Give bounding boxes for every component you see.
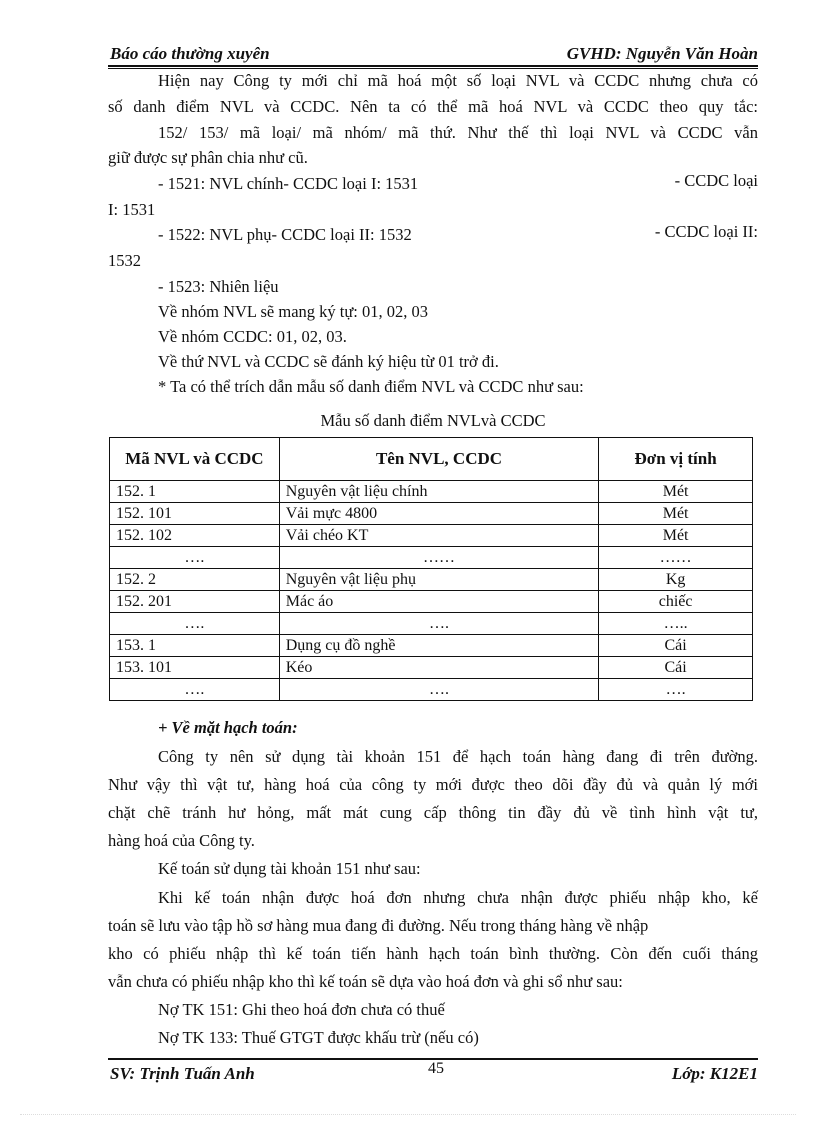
table-header-row <box>110 438 753 481</box>
table-row <box>110 503 753 525</box>
paragraph-line: kho có phiếu nhập thì kế toán tiến hành hạch toán bình thường. Còn đến cuối tháng <box>108 944 758 963</box>
paragraph-line: Về nhóm NVL sẽ mang ký tự: 01, 02, 03 <box>158 302 429 321</box>
paragraph-line: Hiện nay Công ty mới chỉ mã hoá một số loại NVL và CCDC nhưng chưa có <box>158 71 758 90</box>
table-row <box>110 679 753 701</box>
paragraph-line: giữ được sự phân chia như cũ. <box>108 148 308 167</box>
paragraph-line: vẫn chưa có phiếu nhập kho thì kế toán sẽ dựa vào hoá đơn và ghi sổ như sau: <box>108 972 623 991</box>
paragraph-line: 152/ 153/ mã loại/ mã nhóm/ mã thứ. Như thế thì loại NVL và CCDC vẫn <box>158 123 758 142</box>
table-row <box>110 569 753 591</box>
cell-unit: Mét <box>599 503 753 525</box>
cell-unit: …… <box>599 547 753 569</box>
cell-code: 152. 102 <box>110 525 280 547</box>
paragraph-line: Về nhóm CCDC: 01, 02, 03. <box>158 327 347 346</box>
cell-unit: Mét <box>599 525 753 547</box>
paragraph-line: số danh điểm NVL và CCDC. Nên ta có thể mã hoá NVL và CCDC theo quy tắc: <box>108 97 758 116</box>
cell-code: 152. 201 <box>110 591 280 613</box>
paragraph-line: toán sẽ lưu vào tập hồ sơ hàng mua đang đi đường. Nếu trong tháng hàng về nhập <box>108 916 649 935</box>
paragraph-line: Khi kế toán nhận được hoá đơn nhưng chưa nhận được phiếu nhập kho, kế <box>158 888 758 907</box>
cell-code: …. <box>110 613 280 635</box>
list-item: - 1521: NVL chính- CCDC loại I: 1531 <box>158 174 419 193</box>
header-report-title: Báo cáo thường xuyên <box>110 44 270 63</box>
accounting-entry: Nợ TK 151: Ghi theo hoá đơn chưa có thuế <box>158 1000 445 1019</box>
material-code-table <box>109 437 753 701</box>
table-row <box>110 657 753 679</box>
list-item: - 1522: NVL phụ- CCDC loại II: 1532 <box>158 225 412 244</box>
cell-name: …. <box>279 613 598 635</box>
table-row <box>110 481 753 503</box>
cell-code: …. <box>110 679 280 701</box>
column-header-unit: Đơn vị tính <box>599 438 753 481</box>
paragraph-line: * Ta có thể trích dẫn mẫu số danh điểm NVL và CCDC như sau: <box>158 377 584 396</box>
cell-code: 152. 1 <box>110 481 280 503</box>
list-item-continuation: - CCDC loại <box>674 171 758 190</box>
paragraph-line: hàng hoá của Công ty. <box>108 831 255 850</box>
paragraph-line: Kế toán sử dụng tài khoản 151 như sau: <box>158 859 421 878</box>
column-header-code: Mã NVL và CCDC <box>110 438 280 481</box>
cell-unit: Mét <box>599 481 753 503</box>
cell-code: 153. 1 <box>110 635 280 657</box>
footer-class: Lớp: K12E1 <box>671 1064 758 1083</box>
list-item: - 1523: Nhiên liệu <box>158 277 279 296</box>
cell-unit: Cái <box>599 657 753 679</box>
cell-name: Kéo <box>279 657 598 679</box>
table-caption: Mẫu số danh điểm NVLvà CCDC <box>320 411 546 430</box>
footer-student: SV: Trịnh Tuấn Anh <box>110 1064 255 1083</box>
cell-name: Dụng cụ đồ nghề <box>279 635 598 657</box>
table-row <box>110 547 753 569</box>
table-row <box>110 591 753 613</box>
accounting-entry: Nợ TK 133: Thuế GTGT được khấu trừ (nếu có) <box>158 1028 479 1047</box>
cell-unit: Kg <box>599 569 753 591</box>
header-rule-thick <box>108 65 758 67</box>
paragraph-line: Về thứ NVL và CCDC sẽ đánh ký hiệu từ 01 trở đi. <box>158 352 499 371</box>
cell-unit: …. <box>599 679 753 701</box>
section-heading: + Về mặt hạch toán: <box>158 718 298 737</box>
table-row <box>110 613 753 635</box>
cell-unit: ….. <box>599 613 753 635</box>
column-header-name: Tên NVL, CCDC <box>279 438 598 481</box>
table-row <box>110 635 753 657</box>
cell-name: Vải mực 4800 <box>279 503 598 525</box>
page-number: 45 <box>428 1060 444 1077</box>
paragraph-line: chặt chẽ tránh hư hỏng, mất mát cung cấp thông tin đầy đủ về tình hình vật tư, <box>108 803 758 822</box>
table-row <box>110 525 753 547</box>
cell-unit: chiếc <box>599 591 753 613</box>
cell-name: …. <box>279 679 598 701</box>
cell-name: Mác áo <box>279 591 598 613</box>
list-item-wrap: 1532 <box>108 251 141 270</box>
cell-code: 153. 101 <box>110 657 280 679</box>
cell-name: Vải chéo KT <box>279 525 598 547</box>
cell-name: …… <box>279 547 598 569</box>
list-item-wrap: I: 1531 <box>108 200 156 219</box>
page-edge-divider <box>20 1114 796 1115</box>
cell-unit: Cái <box>599 635 753 657</box>
list-item-continuation: - CCDC loại II: <box>654 222 758 241</box>
cell-name: Nguyên vật liệu phụ <box>279 569 598 591</box>
cell-code: 152. 101 <box>110 503 280 525</box>
page-header <box>108 40 758 64</box>
cell-code: 152. 2 <box>110 569 280 591</box>
paragraph-line: Như vậy thì vật tư, hàng hoá của công ty mới được theo dõi đầy đủ và quản lý mới <box>108 775 758 794</box>
cell-code: …. <box>110 547 280 569</box>
paragraph-line: Công ty nên sử dụng tài khoản 151 để hạch toán hàng đang đi trên đường. <box>158 747 758 766</box>
cell-name: Nguyên vật liệu chính <box>279 481 598 503</box>
header-supervisor: GVHD: Nguyễn Văn Hoàn <box>566 44 758 63</box>
